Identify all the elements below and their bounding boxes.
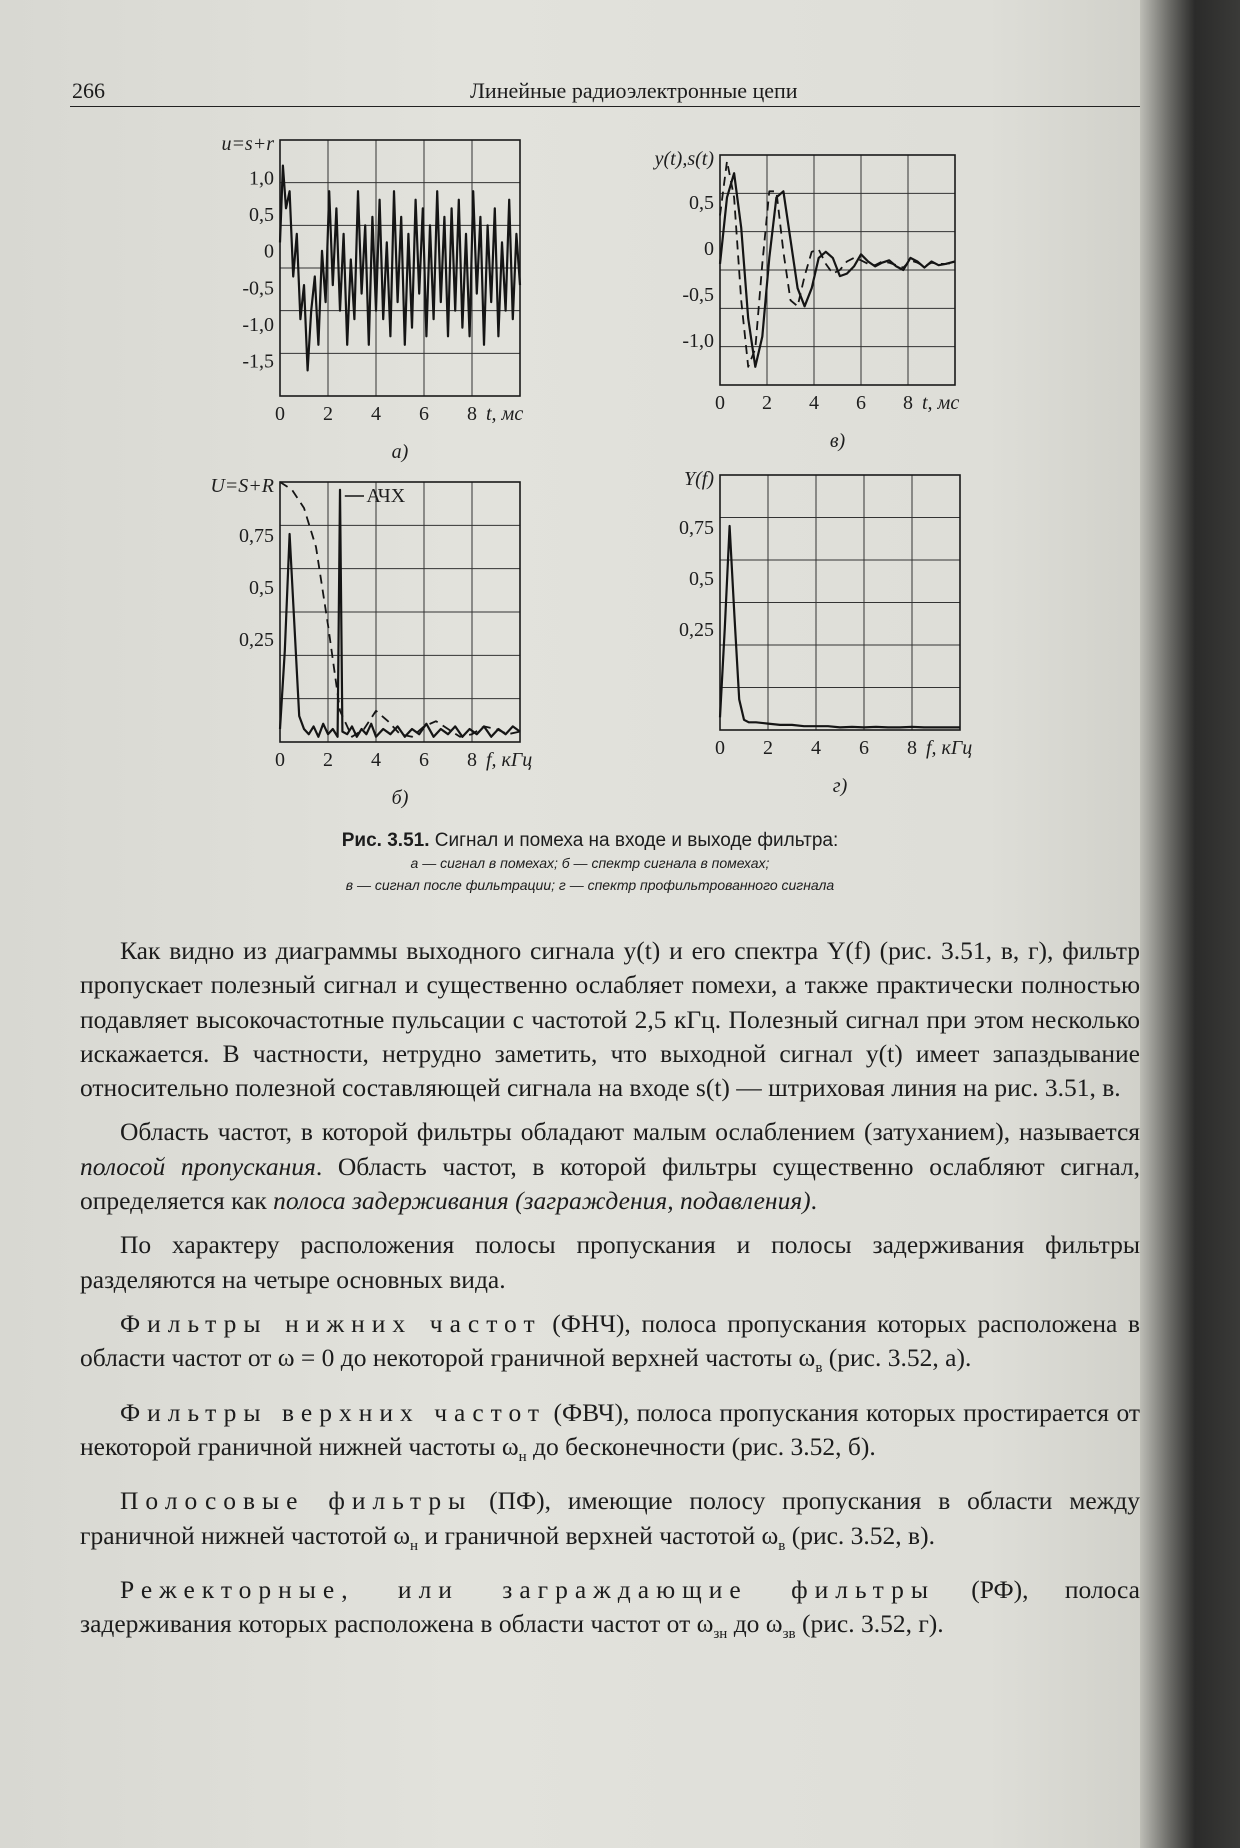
y-tick-label: 0,75 <box>239 525 274 547</box>
y-axis-label: u=s+r <box>221 133 274 155</box>
x-tick-label: 8 <box>467 403 477 425</box>
x-tick-label: 2 <box>763 737 773 759</box>
x-tick-label: 6 <box>856 392 866 414</box>
running-header <box>70 78 1140 107</box>
chart-v-output-signal <box>620 130 1020 460</box>
caption-line-2: а — сигнал в помехах; б — спектр сигнала в помехах; <box>410 855 770 871</box>
x-tick-label: 4 <box>809 392 819 414</box>
y-tick-label: 0 <box>704 238 714 260</box>
y-axis-label: y(t),s(t) <box>654 148 714 170</box>
x-tick-label: 0 <box>275 749 285 771</box>
x-tick-label: 4 <box>371 403 381 425</box>
x-tick-label: 0 <box>715 737 725 759</box>
figure-caption <box>150 830 1030 896</box>
caption-line-3: в — сигнал после фильтрации; г — спектр профильтрованного сигнала <box>345 877 835 893</box>
y-axis-label: Y(f) <box>684 468 714 490</box>
y-tick-label: -0,5 <box>682 284 714 306</box>
y-tick-label: 0,5 <box>249 204 274 227</box>
paragraph-lpf: Фильтры нижних частот (ФНЧ), полоса пропускания которых расположена в области частот от ω = 0 до некоторой граничной верхней частоты $\omega_в$ (рис. 3.52, а). <box>80 1308 1141 1377</box>
y-tick-label: -1,5 <box>242 350 274 373</box>
body-text <box>80 934 1140 1662</box>
series-line-solid <box>720 526 960 727</box>
y-tick-label: 0,5 <box>689 192 714 214</box>
x-axis-label: f, кГц <box>926 737 973 759</box>
y-tick-label: -0,5 <box>242 277 274 300</box>
y-tick-label: -1,0 <box>682 330 714 352</box>
panel-label: б) <box>391 787 409 809</box>
x-tick-label: 2 <box>762 392 772 414</box>
x-tick-label: 2 <box>323 749 333 771</box>
y-tick-label: 0,25 <box>679 619 714 641</box>
y-tick-label: 0,75 <box>679 517 714 539</box>
x-tick-label: 0 <box>715 392 725 414</box>
panel-label: а) <box>391 441 409 463</box>
y-tick-label: 1,0 <box>249 167 274 190</box>
x-axis-label: t, мс <box>922 392 960 414</box>
x-axis-label: t, мс <box>486 403 524 425</box>
y-tick-label: 0,5 <box>249 577 274 599</box>
chart-g-output-spectrum <box>620 470 1020 810</box>
x-axis-label: f, кГц <box>486 749 533 771</box>
running-title: Линейные радиоэлектронные цепи <box>470 78 798 103</box>
caption-title: Рис. 3.51. Сигнал и помеха на входе и выходе фильтра: <box>341 830 839 851</box>
x-tick-label: 4 <box>811 737 821 759</box>
annotation-label: АЧХ <box>366 485 406 507</box>
x-tick-label: 8 <box>903 392 913 414</box>
y-tick-label: 0,5 <box>689 568 714 590</box>
paragraph-2: Область частот, в которой фильтры обладают малым ослаблением (затуханием), называется полосой пропускания. Область частот, в которой фильтры существенно ослабляют сигнал, определяется как полоса задерживания (заграждения, подавления). <box>80 1117 1140 1216</box>
x-tick-label: 6 <box>419 403 429 425</box>
panel-label: г) <box>832 775 848 797</box>
paragraph-bpf: Полосовые фильтры (ПФ), имеющие полосу пропускания в области между граничной нижней частотой $\omega_н$ и граничной верхней частотой $\omega_в$ (рис. 3.52, в). <box>80 1486 1140 1554</box>
series-line-solid <box>280 490 520 737</box>
paragraph-bsf: Режекторные, или заграждающие фильтры (РФ), полоса задерживания которых расположена в области частот от $\omega_{зн}$ до $\omega_{зв}$ (рис. 3.52, г). <box>80 1575 1140 1643</box>
paragraph-hpf: Фильтры верхних частот (ФВЧ), полоса пропускания которых простирается от некоторой граничной нижней частоты $\omega_н$ до бесконечности (рис. 3.52, б). <box>80 1397 1141 1466</box>
x-tick-label: 6 <box>859 737 869 759</box>
page-number: 266 <box>72 78 105 103</box>
y-tick-label: -1,0 <box>242 313 274 336</box>
book-spine-shadow <box>1140 0 1240 1848</box>
x-tick-label: 6 <box>419 749 429 771</box>
x-tick-label: 8 <box>467 749 477 771</box>
y-tick-label: 0,25 <box>239 629 274 651</box>
series-line-dashed <box>720 161 955 367</box>
panel-label: в) <box>829 430 846 452</box>
x-tick-label: 0 <box>275 403 285 425</box>
y-axis-label: U=S+R <box>210 475 274 497</box>
chart-a-input-signal <box>170 130 570 463</box>
x-tick-label: 4 <box>371 749 381 771</box>
chart-b-input-spectrum <box>170 470 570 810</box>
x-tick-label: 8 <box>907 737 917 759</box>
y-tick-label: 0 <box>264 240 274 263</box>
paragraph-1: Как видно из диаграммы выходного сигнала y(t) и его спектра Y(f) (рис. 3.51, в, г), фильтр пропускает полезный сигнал и существенно ослабляет помехи, а также практически полностью подавляет высокочастотные пульсации с частотой 2,5 кГц. Полезный сигнал при этом несколько искажается. В частности, нетрудно заметить, что выходной сигнал y(t) имеет запаздывание относительно полезной составляющей сигнала на входе s(t) — штриховая линия на рис. 3.51, в. <box>80 936 1140 1103</box>
paragraph-3: По характеру расположения полосы пропускания и полосы задерживания фильтры разделяются на четыре основных вида. <box>80 1230 1140 1294</box>
x-tick-label: 2 <box>323 403 333 425</box>
